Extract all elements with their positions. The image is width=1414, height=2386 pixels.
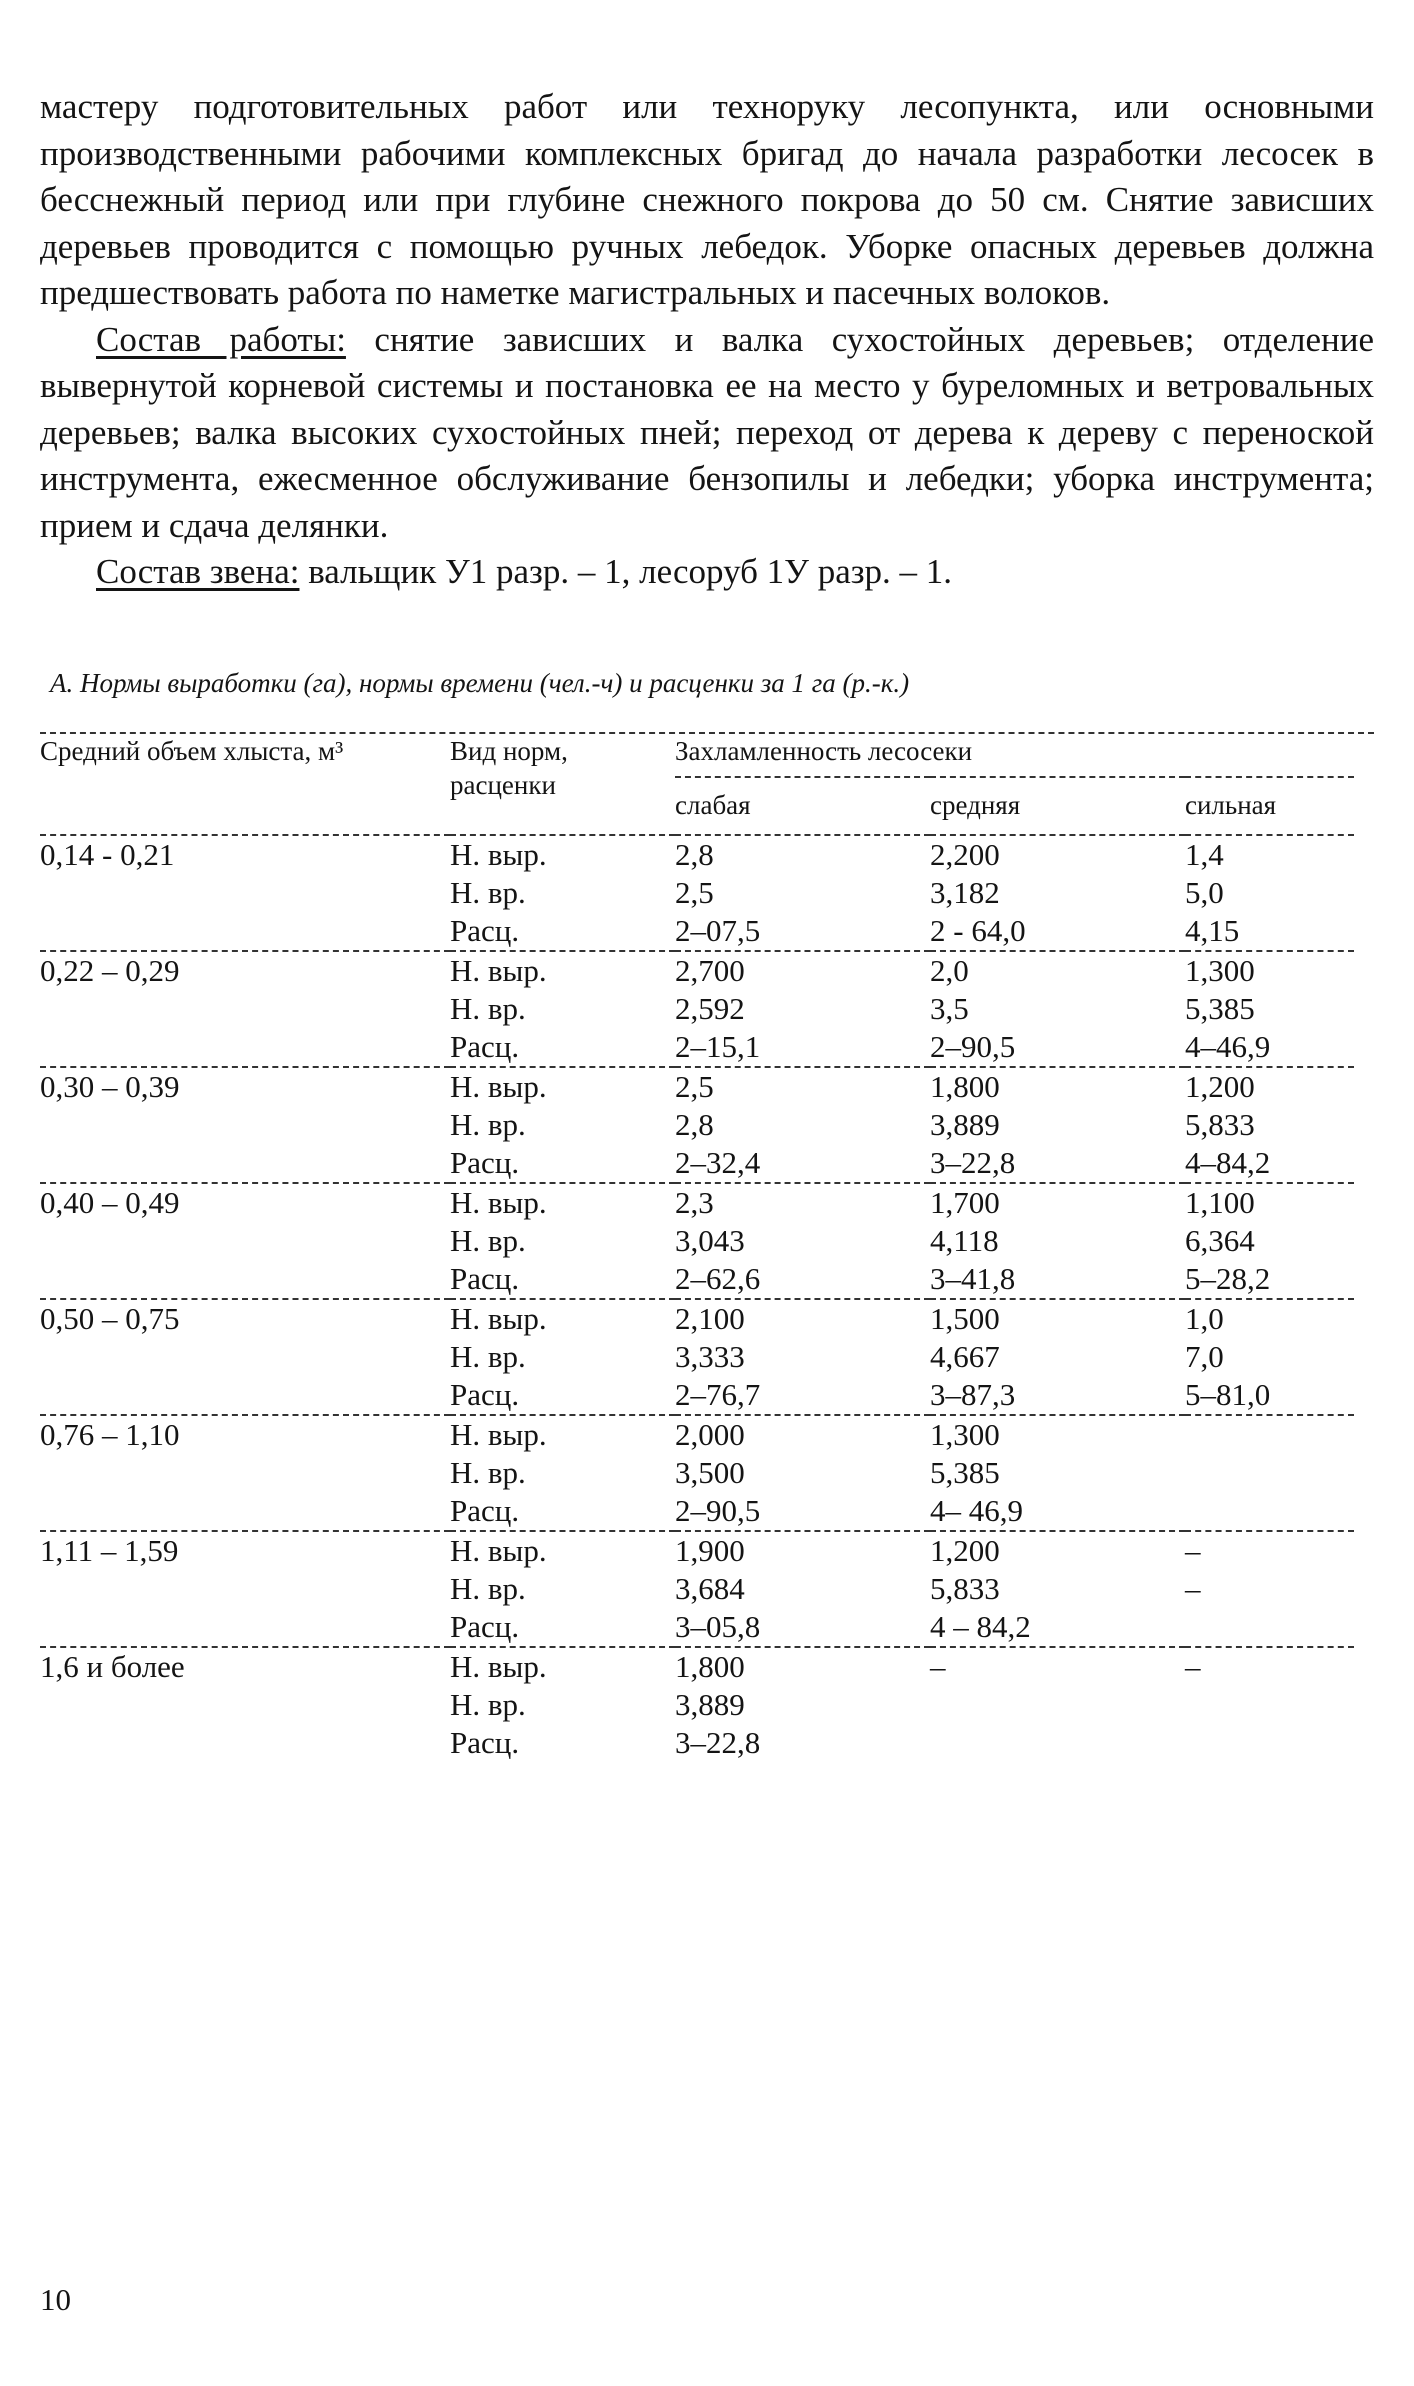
cell-medium-line: – — [930, 1648, 946, 1684]
page-number: 10 — [40, 2282, 71, 2317]
cell-weak — [675, 1531, 930, 1647]
cell-volume: 0,50 – 0,75 — [40, 1300, 180, 1336]
cell-norm-type — [450, 1531, 675, 1647]
header-volume: Средний объем хлыста, м³ — [40, 735, 344, 766]
cell-weak-line: 1,800 — [675, 1648, 745, 1684]
cell-norm-type-line: Расц. — [450, 1724, 520, 1760]
table-row — [40, 1415, 1354, 1531]
table-row — [40, 1531, 1354, 1647]
header-weak: слабая — [675, 789, 751, 820]
cell-weak-line: 2,700 — [675, 952, 745, 988]
cell-medium-line: 1,300 — [930, 1416, 1000, 1452]
cell-medium-line: 5,385 — [930, 1454, 1000, 1490]
cell-medium-line: 4,667 — [930, 1338, 1000, 1374]
cell-medium-line: 3–41,8 — [930, 1260, 1016, 1296]
work-composition-label: Состав работы: — [96, 319, 346, 359]
table-row — [40, 1647, 1354, 1762]
cell-strong — [1185, 1299, 1354, 1415]
table-row — [40, 835, 1354, 951]
cell-volume: 0,76 – 1,10 — [40, 1416, 180, 1452]
cell-weak — [675, 835, 930, 951]
cell-medium-line: 4 – 84,2 — [930, 1608, 1031, 1644]
cell-strong-line: 1,100 — [1185, 1184, 1255, 1220]
cell-weak — [675, 1067, 930, 1183]
cell-volume: 1,6 и более — [40, 1648, 185, 1684]
cell-weak-line: 2,8 — [675, 1106, 714, 1142]
cell-norm-type-line: Н. выр. — [450, 952, 547, 988]
norms-table — [40, 734, 1354, 1762]
cell-weak-line: 2–76,7 — [675, 1376, 761, 1412]
cell-norm-type — [450, 1647, 675, 1762]
cell-medium — [930, 1067, 1185, 1183]
cell-weak-line: 2,5 — [675, 874, 714, 910]
cell-medium-line: 1,700 — [930, 1184, 1000, 1220]
crew-composition-text: вальщик У1 разр. – 1, лесоруб 1У разр. – 1. — [299, 552, 953, 591]
cell-norm-type-line: Н. вр. — [450, 990, 526, 1026]
cell-medium — [930, 1183, 1185, 1299]
cell-norm-type-line: Расц. — [450, 1028, 520, 1064]
cell-strong — [1185, 1183, 1354, 1299]
cell-strong — [1185, 951, 1354, 1067]
cell-weak-line: 3,043 — [675, 1222, 745, 1258]
page-body — [40, 84, 1374, 1762]
table-caption: А. Нормы выработки (га), нормы времени (чел.-ч) и расценки за 1 га (р.-к.) — [50, 667, 910, 698]
cell-norm-type-line: Н. вр. — [450, 1686, 526, 1722]
cell-volume: 0,40 – 0,49 — [40, 1184, 180, 1220]
cell-strong-line: 1,200 — [1185, 1068, 1255, 1104]
cell-weak-line: 2,5 — [675, 1068, 714, 1104]
cell-strong — [1185, 1647, 1354, 1762]
cell-medium — [930, 1531, 1185, 1647]
cell-strong-line: 5,385 — [1185, 990, 1255, 1026]
cell-strong-line: 4–84,2 — [1185, 1144, 1271, 1180]
cell-medium-line: 3–87,3 — [930, 1376, 1016, 1412]
cell-weak-line: 2,592 — [675, 990, 745, 1026]
cell-volume: 0,30 – 0,39 — [40, 1068, 180, 1104]
cell-weak — [675, 1647, 930, 1762]
cell-norm-type-line: Н. вр. — [450, 874, 526, 910]
cell-medium-line: 1,200 — [930, 1532, 1000, 1568]
cell-norm-type-line: Расц. — [450, 1144, 520, 1180]
cell-medium-line: 1,500 — [930, 1300, 1000, 1336]
cell-strong — [1185, 835, 1354, 951]
cell-weak-line: 3–22,8 — [675, 1724, 761, 1760]
cell-medium-line: 2,200 — [930, 836, 1000, 872]
table-header-row — [40, 734, 1354, 777]
cell-medium — [930, 835, 1185, 951]
work-composition-paragraph — [40, 317, 1374, 550]
cell-norm-type-line: Расц. — [450, 1260, 520, 1296]
cell-norm-type — [450, 1067, 675, 1183]
cell-medium — [930, 951, 1185, 1067]
cell-weak — [675, 951, 930, 1067]
cell-weak-line: 3,333 — [675, 1338, 745, 1374]
cell-weak-line: 2,100 — [675, 1300, 745, 1336]
cell-medium-line: 3,182 — [930, 874, 1000, 910]
cell-weak-line: 3,684 — [675, 1570, 745, 1606]
table-row — [40, 1183, 1354, 1299]
cell-strong-line: 1,4 — [1185, 836, 1224, 872]
cell-weak-line: 3,500 — [675, 1454, 745, 1490]
cell-medium-line: 2–90,5 — [930, 1028, 1016, 1064]
cell-medium — [930, 1415, 1185, 1531]
cell-norm-type-line: Н. выр. — [450, 836, 547, 872]
intro-paragraph: мастеру подготовительных работ или технoруку лесопункта, или основными производственными рабочими комплексных бригад до начала разработки лесосек в бесснежный период или при глубине снежного покрова до 50 см. Снятие зависших деревьев проводится с помощью ручных лебедок. Уборке опасных деревьев должна предшествовать работа по наметке магистральных и пасечных волоков. — [40, 87, 1374, 312]
cell-weak-line: 2–62,6 — [675, 1260, 761, 1296]
cell-medium-line: 4,118 — [930, 1222, 999, 1258]
cell-weak-line: 2–32,4 — [675, 1144, 761, 1180]
cell-norm-type-line: Н. выр. — [450, 1068, 547, 1104]
table-row — [40, 1299, 1354, 1415]
cell-weak-line: 2,8 — [675, 836, 714, 872]
cell-strong — [1185, 1067, 1354, 1183]
cell-strong-line: 5–28,2 — [1185, 1260, 1271, 1296]
cell-medium — [930, 1299, 1185, 1415]
cell-norm-type-line: Н. вр. — [450, 1454, 526, 1490]
work-composition-text: снятие зависших и валка сухостойных деревьев; отделение вывернутой корневой системы и постановка ее на место у буреломных и ветровальных деревьев; валка высоких сухостойных пней; переход от дерева к дереву с переноской инструмента, ежесменное обслуживание бензопилы и лебедки; уборка инструмента; прием и сдача делянки. — [40, 319, 1375, 545]
cell-weak-line: 2,3 — [675, 1184, 714, 1220]
cell-norm-type — [450, 1415, 675, 1531]
cell-weak-line: 2,000 — [675, 1416, 745, 1452]
cell-norm-type — [450, 951, 675, 1067]
cell-norm-type-line: Н. вр. — [450, 1338, 526, 1374]
cell-norm-type-line: Расц. — [450, 1492, 520, 1528]
cell-norm-type-line: Н. вр. — [450, 1222, 526, 1258]
header-norm-type: Вид норм, расценки — [450, 735, 568, 800]
cell-strong-line: 6,364 — [1185, 1222, 1255, 1258]
header-strong: сильная — [1185, 789, 1277, 820]
cell-strong-line: – — [1185, 1570, 1201, 1606]
cell-volume: 1,11 – 1,59 — [40, 1532, 179, 1568]
cell-weak — [675, 1183, 930, 1299]
cell-medium-line: 2,0 — [930, 952, 969, 988]
cell-weak-line: 3,889 — [675, 1686, 745, 1722]
cell-strong-line: 4,15 — [1185, 912, 1240, 948]
cell-weak — [675, 1415, 930, 1531]
crew-composition-label: Состав звена: — [96, 552, 300, 591]
cell-strong-line: 5,0 — [1185, 874, 1224, 910]
cell-weak-line: 3–05,8 — [675, 1608, 761, 1644]
cell-medium-line: 3–22,8 — [930, 1144, 1016, 1180]
cell-medium-line: 3,889 — [930, 1106, 1000, 1142]
cell-medium — [930, 1647, 1185, 1762]
cell-norm-type-line: Расц. — [450, 1376, 520, 1412]
cell-weak-line: 2–07,5 — [675, 912, 761, 948]
cell-strong-line: 4–46,9 — [1185, 1028, 1271, 1064]
cell-norm-type-line: Расц. — [450, 912, 520, 948]
cell-norm-type-line: Н. выр. — [450, 1416, 547, 1452]
cell-norm-type-line: Н. выр. — [450, 1300, 547, 1336]
cell-norm-type-line: Н. вр. — [450, 1570, 526, 1606]
cell-strong-line: 5–81,0 — [1185, 1376, 1271, 1412]
cell-strong-line: 7,0 — [1185, 1338, 1224, 1374]
cell-strong-line: – — [1185, 1648, 1201, 1684]
cell-norm-type-line: Н. выр. — [450, 1184, 547, 1220]
cell-strong — [1185, 1415, 1354, 1531]
cell-weak — [675, 1299, 930, 1415]
cell-norm-type — [450, 835, 675, 951]
cell-volume: 0,14 - 0,21 — [40, 836, 175, 872]
cell-volume: 0,22 – 0,29 — [40, 952, 180, 988]
cell-norm-type — [450, 1183, 675, 1299]
cell-strong-line: 1,300 — [1185, 952, 1255, 988]
cell-medium-line: 1,800 — [930, 1068, 1000, 1104]
cell-medium-line: 2 - 64,0 — [930, 912, 1026, 948]
cell-strong-line: – — [1185, 1532, 1201, 1568]
cell-medium-line: 5,833 — [930, 1570, 1000, 1606]
header-clutter: Захламленность лесосеки — [675, 734, 1354, 777]
cell-strong — [1185, 1531, 1354, 1647]
cell-weak-line: 2–15,1 — [675, 1028, 761, 1064]
cell-medium-line: 3,5 — [930, 990, 969, 1026]
cell-strong-line: 1,0 — [1185, 1300, 1224, 1336]
cell-weak-line: 1,900 — [675, 1532, 745, 1568]
crew-composition-paragraph — [40, 549, 1374, 596]
table-row — [40, 1067, 1354, 1183]
cell-norm-type-line: Н. вр. — [450, 1106, 526, 1142]
cell-weak-line: 2–90,5 — [675, 1492, 761, 1528]
cell-norm-type-line: Расц. — [450, 1608, 520, 1644]
cell-norm-type-line: Н. выр. — [450, 1648, 547, 1684]
cell-norm-type-line: Н. выр. — [450, 1532, 547, 1568]
header-medium: средняя — [930, 789, 1021, 820]
cell-medium-line: 4– 46,9 — [930, 1492, 1023, 1528]
cell-strong-line: 5,833 — [1185, 1106, 1255, 1142]
table-row — [40, 951, 1354, 1067]
cell-norm-type — [450, 1299, 675, 1415]
